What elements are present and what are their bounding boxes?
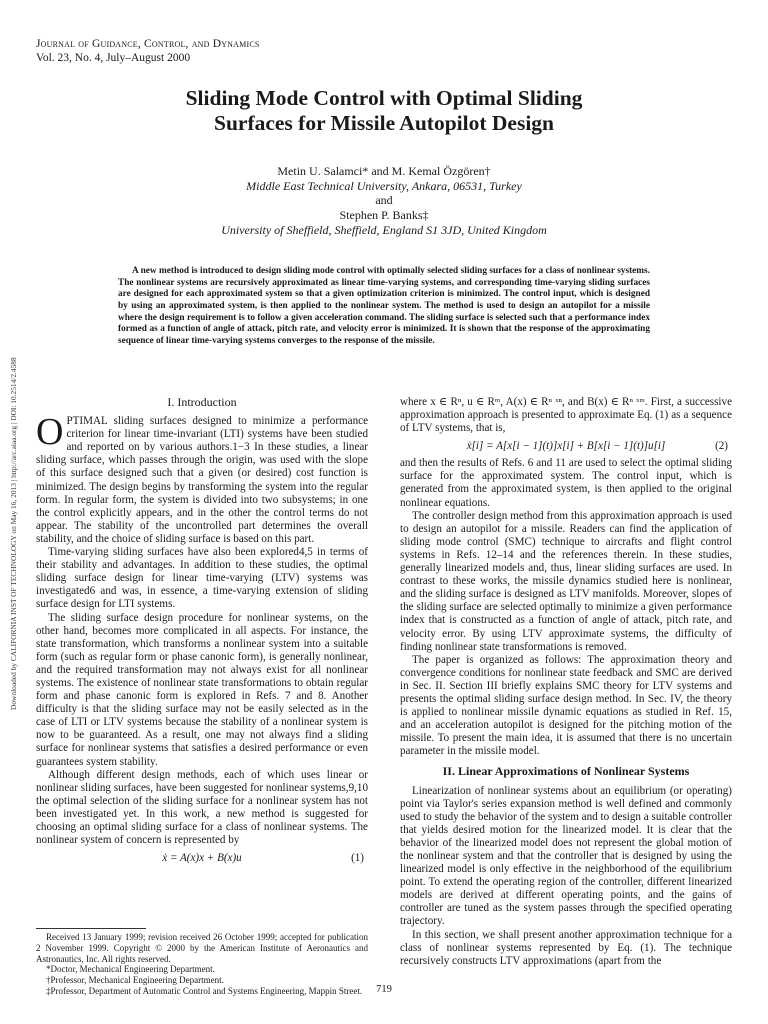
equation-2	[400, 435, 732, 457]
equation-2-number: (2)	[715, 439, 728, 452]
right-column	[400, 396, 732, 968]
left-column	[36, 396, 368, 869]
author-and: and	[375, 193, 393, 208]
download-side-note-text: Downloaded by CALIFORNIA INST OF TECHNOLOGY on May 16, 2013 | http://arc.aiaa.org | DOI: 10.2514/2.4588	[9, 357, 18, 710]
equation-1-number: (1)	[351, 851, 364, 864]
author-line-1: Metin U. Salamci* and M. Kemal Özgören†	[277, 164, 491, 178]
intro-paragraph-3: The sliding surface design procedure for nonlinear systems, on the other hand, becomes more complicated in all aspects. For instance, the state transformation, which transforms a nonlinear system into a suitable form (such as regular form or phase canonic form), is generally nonlinear, and the required transformation may not always exist for all nonlinear systems. The existence of nonlinear state transformations to obtain regular form and phase canonic form is explored in Refs. 7 and 8. Another difficulty is that the sliding surface may not be easily selected as in the case of LTI or LTV systems because the stability of a nonlinear system is now to be guaranteed. As a result, one may not always find a sliding surface for nonlinear systems that satisfies a desired performance or even guarantees system stability.	[36, 611, 368, 768]
equation-2-body: ẋ[i] = A[x[i − 1](t)]x[i] + B[x[i − 1](t)]u[i]	[466, 439, 666, 452]
affiliation-2: University of Sheffield, Sheffield, England S1 3JD, United Kingdom	[221, 222, 547, 237]
right-paragraph-4: The paper is organized as follows: The approximation theory and convergence conditions for nonlinear state feedback and SMC are derived in Sec. II. Section III briefly explains SMC theory for LTV systems and presents the optimal sliding surface design method. In Sec. IV, the theory is applied to nonlinear missile dynamic equations as studied in Ref. 15, and an acceleration autopilot is designed for the pitching motion of the missile. To present the main idea, it is assumed that there is no uncertain parameter in the missile model.	[400, 653, 732, 758]
footnote-divider	[36, 928, 146, 929]
footnote-2: †Professor, Mechanical Engineering Department.	[46, 975, 224, 986]
intro-paragraph-2: Time-varying sliding surfaces have also been explored4,5 in terms of their stability and advantages. In addition to these studies, the optimal sliding surface design for linear time-varying (LTV) systems was investigated6 and was, in essence, a time-varying extension of sliding surface design for LTI systems.	[36, 546, 368, 611]
author-line-2: Stephen P. Banks‡	[339, 208, 429, 223]
abstract: A new method is introduced to design sliding mode control with optimally selected sliding surfaces for a class of nonlinear systems. The nonlinear systems are recursively approximated as linear time-varying systems, and corresponding time-varying sliding surfaces are designed for each approximated system so that a given optimization criterion is minimized. The control input, which is designed by using an approximated system, is then applied to the nonlinear system. The method is used to design an autopilot for a missile where the design requirement is to follow a given acceleration command. The sliding surface is selected such that a performance index formed as a function of angle of attack, pitch rate, and velocity error is minimized. It is shown that the response of the approximating sequence of linear time-varying systems converges to the response of the missile.	[118, 266, 650, 346]
right-paragraph-2: and then the results of Refs. 6 and 11 are used to select the optimal sliding surface for the approximated system. The control input, which is generated from the approximated system, is then applied to the original nonlinear equations.	[400, 457, 732, 509]
intro-paragraph-4: Although different design methods, each of which uses linear or nonlinear sliding surfaces, have been suggested for nonlinear systems,9,10 the optimal selection of the sliding surface for a nonlinear system has not been investigated yet. In this work, a new method is suggested for choosing an optimal sliding surface for a class of nonlinear systems. The nonlinear system of concern is represented by	[36, 768, 368, 847]
equation-1-body: ẋ = A(x)x + B(x)u	[162, 851, 242, 864]
download-side-note	[0, 300, 20, 710]
right-paragraph-3: The controller design method from this approximation approach is used to design an autopilot for a missile. Readers can find the application of sliding mode control (SMC) technique to aircrafts and flight control systems in Refs. 12–14 and the references therein. In these studies, generally linearized models and, thus, linear sliding surfaces are used. In contrast to these works, the missile dynamics studied here is nonlinear, and the sliding surface is designed as LTV manifolds. Moreover, slopes of the sliding surface are selected optimally to minimize a given performance index that is constructed as a function of angle of attack, pitch rate, and velocity error. By using LTV approximate systems, the difficulty of finding nonlinear state transformations is removed.	[400, 509, 732, 653]
footnote-1: *Doctor, Mechanical Engineering Department.	[46, 964, 215, 975]
footnote-received: Received 13 January 1999; revision received 26 October 1999; accepted for publication 2 November 1999. Copyright © 2000 by the American Institute of Aeronautics and Astronautics, Inc. All rights reserved.	[36, 932, 368, 964]
author-block	[60, 164, 708, 238]
drop-cap: O	[36, 411, 64, 454]
intro-paragraph-1-text: PTIMAL sliding surfaces designed to minimize a performance criterion for linear time-invariant (LTI) systems have been studied and reported on by various authors.1−3 In these studies, a linear sliding surface, which passes through the origin, was used with the slope of this surface designed such that a given (or desired) cost function is minimized. The design begins by transforming the system into the regular form. In regular form, the system is divided into two subsystems; in one the control explicitly appears, and in the other the control terms do not appear. The stability of the uncontrolled part determines the overall stability, and the choice of sliding surface is based on this part.	[36, 415, 368, 545]
footnote-3: ‡Professor, Department of Automatic Control and Systems Engineering, Mappin Street.	[46, 985, 363, 996]
paper-title	[60, 86, 708, 136]
right-paragraph-6: In this section, we shall present another approximation technique for a class of nonlinear systems represented by Eq. (1). The technique recursively constructs LTV approximations (apart from the	[400, 928, 732, 967]
title-line-1: Sliding Mode Control with Optimal Sliding	[185, 86, 583, 110]
equation-1	[36, 847, 368, 869]
section-heading-linear-approximations: II. Linear Approximations of Nonlinear Systems	[442, 764, 690, 779]
right-paragraph-1: where x ∈ Rⁿ, u ∈ Rᵐ, A(x) ∈ Rⁿ ˣⁿ, and B(x) ∈ Rⁿ ˣᵐ. First, a successive approximation approach is presented to approximate Eq. (1) as a sequence of LTV systems, that is,	[400, 396, 732, 435]
journal-name: Journal of Guidance, Control, and Dynamics	[36, 38, 260, 50]
journal-issue: Vol. 23, No. 4, July–August 2000	[36, 52, 191, 64]
affiliation-1: Middle East Technical University, Ankara, 06531, Turkey	[246, 178, 522, 193]
intro-paragraph-1	[36, 411, 368, 546]
right-paragraph-5: Linearization of nonlinear systems about an equilibrium (or operating) point via Taylor's series expansion method is well defined and commonly used to study the behavior of the system and to design a suitable controller that yields desired motion for the linearized model. It is clear that the behavior of the linearized model does not represent the global motion of the nonlinear system and that the controller that is designed by using the linearized model is only effective in the neighborhood of the equilibrium point. To extend the operating region of the controller, different linearized models are derived at different operating points, and the gains of controller are tuned as the system passes through the specified operating trajectory.	[400, 784, 732, 928]
title-line-2: Surfaces for Missile Autopilot Design	[213, 111, 554, 135]
section-heading-introduction: I. Introduction	[167, 395, 237, 409]
page-number: 719	[376, 984, 392, 995]
